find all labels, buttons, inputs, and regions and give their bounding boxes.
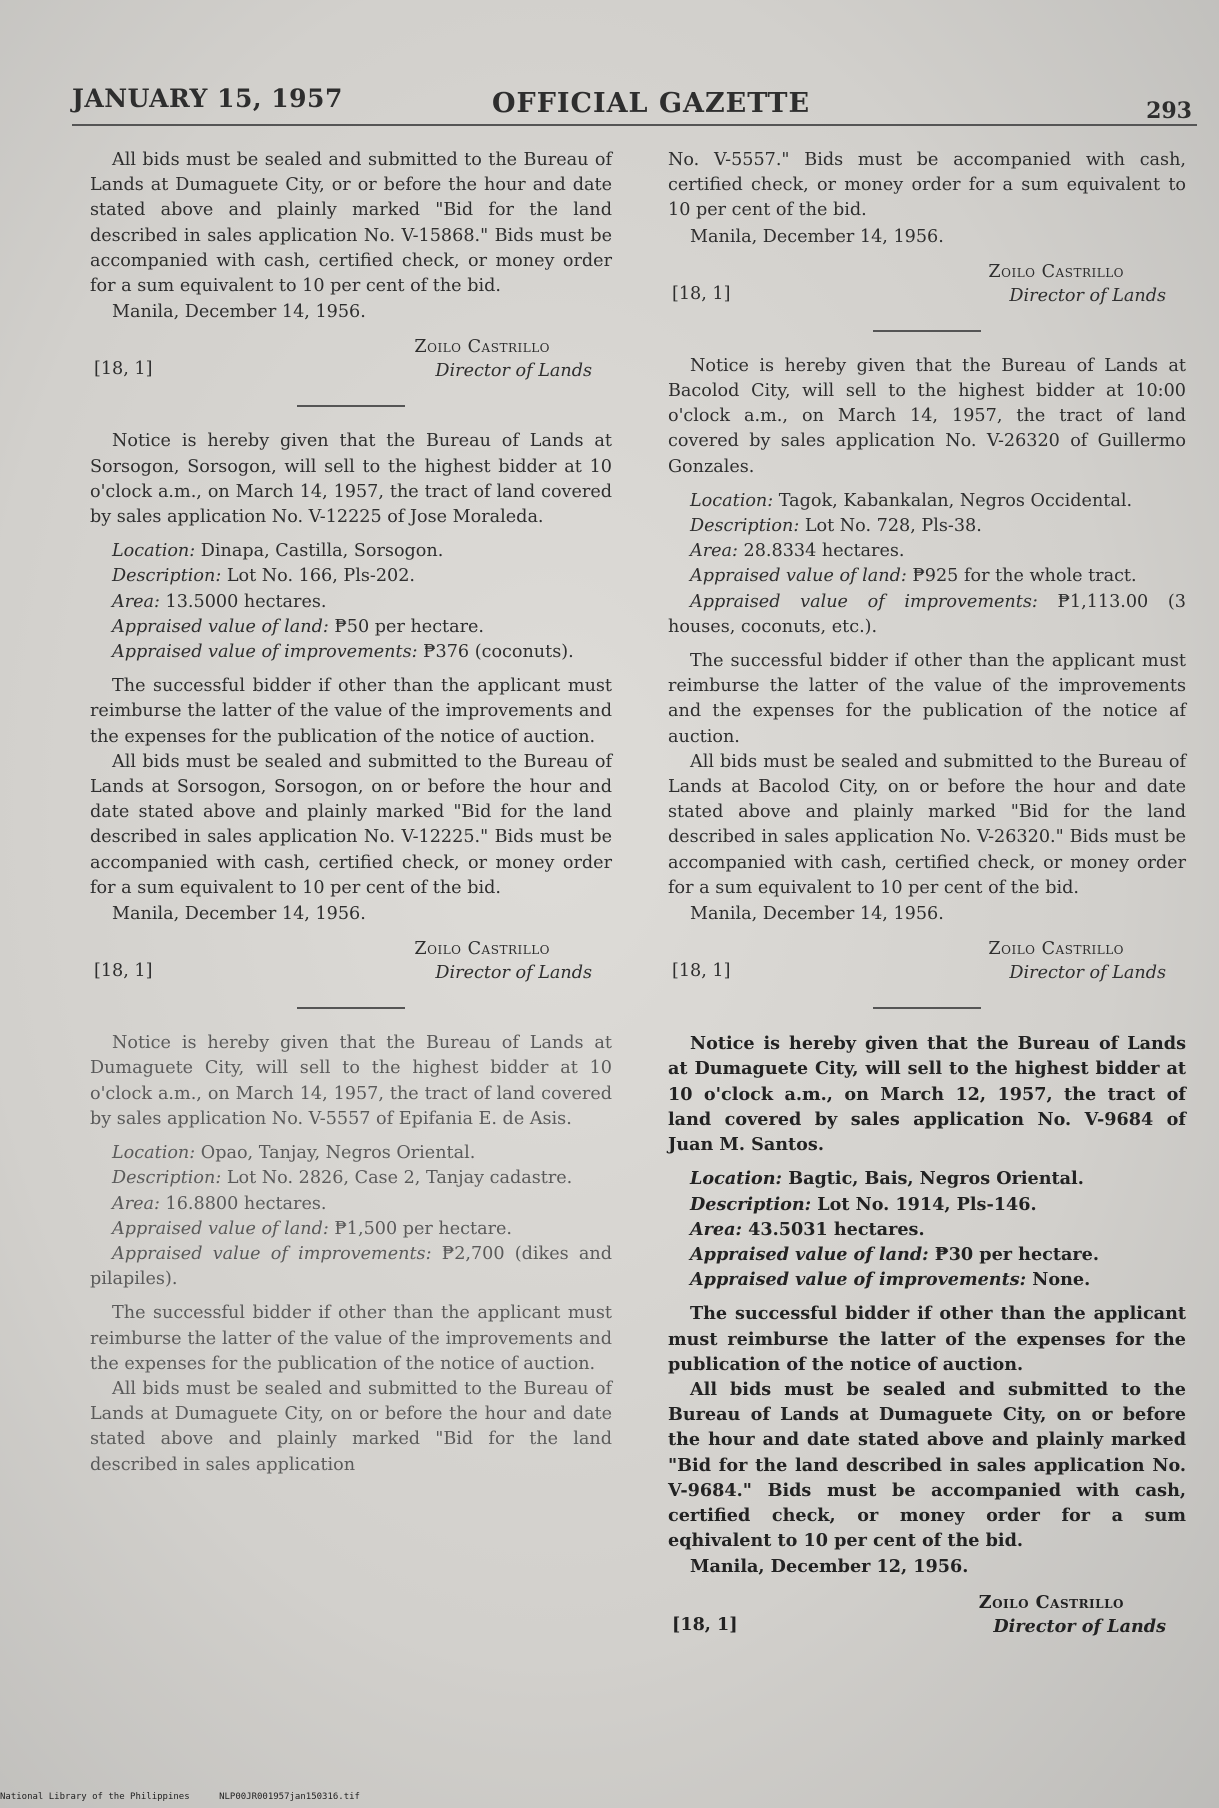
area-line — [90, 590, 612, 615]
description-label: Description: — [690, 516, 800, 537]
description-value: Lot No. 166, Pls-202. — [226, 566, 416, 587]
reimburse-clause: The successful bidder if other than the applicant must reimburse the latter of the value of the improvements and the expenses for the publication of the notice of auction. — [90, 1303, 612, 1374]
notice-intro: Notice is hereby given that the Bureau of Lands at Sorsogon, Sorsogon, will sell to the highest bidder at 10 o'clock a.m., on March 14, 1957, the tract of land covered by sales application No. V-12225 of Jose Moraleda. — [90, 431, 612, 528]
area-value: 13.5000 hectares. — [165, 591, 327, 612]
location-value: Tagok, Kabankalan, Negros Occidental. — [778, 490, 1133, 511]
improvements-value: None. — [1032, 1269, 1091, 1291]
land-value-label: Appraised value of land: — [690, 1243, 929, 1265]
description-label: Description: — [112, 566, 222, 587]
file-name: NLP00JR001957jan150316.tif — [219, 1792, 360, 1802]
signer-name: Zoilo Castrillo — [988, 939, 1124, 960]
land-value-line — [668, 564, 1186, 589]
signer-name: Zoilo Castrillo — [988, 261, 1124, 282]
improvements-line — [668, 1267, 1186, 1292]
improvements-line — [90, 640, 612, 665]
land-value-label: Appraised value of land: — [112, 1218, 329, 1239]
description-value: Lot No. 728, Pls-38. — [804, 516, 982, 537]
scan-footer — [0, 1792, 384, 1802]
right-column — [668, 148, 1186, 1642]
location-line — [90, 1141, 612, 1166]
page-header — [72, 78, 1192, 124]
signer-name: Zoilo Castrillo — [414, 939, 550, 960]
location-value: Opao, Tanjay, Negros Oriental. — [200, 1143, 476, 1164]
notice-intro: Notice is hereby given that the Bureau of Lands at Dumaguete City, will sell to the highest bidder at 10 o'clock a.m., on March 14, 1957, the tract of land covered by sales application No. V-5557 of Epifania E. de Asis. — [90, 1033, 612, 1129]
header-date: JANUARY 15, 1957 — [72, 84, 343, 113]
library-credit: National Library of the Philippines — [0, 1792, 190, 1802]
area-line — [668, 539, 1186, 564]
improvements-value: ₱1,113.00 (3 houses, coconuts, etc.). — [668, 591, 1186, 637]
signer-title: Director of Lands — [993, 1615, 1166, 1637]
signature-block — [668, 260, 1186, 312]
land-value: ₱925 for the whole tract. — [912, 566, 1137, 587]
signer-name: Zoilo Castrillo — [978, 1591, 1124, 1613]
location-value: Dinapa, Castilla, Sorsogon. — [200, 541, 444, 562]
dateline: Manila, December 14, 1956. — [690, 226, 944, 247]
notice-intro: Notice is hereby given that the Bureau of Lands at Bacolod City, will sell to the highest bidder at 10:00 o'clock a.m., on March 14, 1957, the tract of land covered by sales application No. V-26320 of Guillermo Gonzales. — [668, 355, 1186, 477]
area-value: 43.5031 hectares. — [748, 1218, 925, 1240]
land-value-label: Appraised value of land: — [112, 616, 329, 637]
reimburse-clause: The successful bidder if other than the applicant must reimburse the latter of the expenses for the publication of the notice of auction. — [668, 1303, 1186, 1375]
bid-instructions: All bids must be sealed and submitted to the Bureau of Lands at Dumaguete City, on or before the hour and date stated above and plainly marked "Bid for the land described in sales application No. V-9684." Bids must be accompanied with cash, certified check, or money order for a sum eqhivalent to 10 per cent of the bid. — [668, 1378, 1186, 1552]
reimburse-clause: The successful bidder if other than the applicant must reimburse the latter of the value of the improvements and the expenses for the publication of the notice af auction. — [668, 651, 1186, 747]
land-value: ₱1,500 per hectare. — [334, 1218, 513, 1239]
description-value: Lot No. 2826, Case 2, Tanjay cadastre. — [226, 1168, 573, 1189]
signer-title: Director of Lands — [435, 963, 592, 984]
location-label: Location: — [112, 541, 196, 562]
reference-number: [18, 1] — [672, 1613, 738, 1635]
dateline: Manila, December 14, 1956. — [112, 904, 366, 925]
signer-title: Director of Lands — [435, 361, 592, 382]
description-line — [668, 1192, 1186, 1217]
description-line — [90, 1166, 612, 1191]
bid-instructions: All bids must be sealed and submitted to the Bureau of Lands at Sorsogon, Sorsogon, on or before the hour and date stated above and plainly marked "Bid for the land described in sales application No. V-12225." Bids must be accompanied with cash, certified check, or money order for a sum equivalent to 10 per cent of the bid. — [90, 751, 612, 898]
land-value-line — [90, 1217, 612, 1242]
bid-instructions: All bids must be sealed and submitted to the Bureau of Lands at Dumaguete City, on or before the hour and date stated above and plainly marked "Bid for the land described in sales application — [90, 1378, 612, 1475]
improvements-label: Appraised value of improvements: — [112, 642, 418, 663]
signature-block — [668, 937, 1186, 989]
land-value: ₱30 per hectare. — [934, 1243, 1099, 1265]
improvements-label: Appraised value of improvements: — [690, 591, 1038, 612]
location-value: Bagtic, Bais, Negros Oriental. — [788, 1168, 1084, 1190]
signer-name: Zoilo Castrillo — [414, 337, 550, 358]
dateline: Manila, December 14, 1956. — [112, 302, 366, 323]
header-rule — [72, 124, 1197, 126]
description-label: Description: — [690, 1193, 812, 1215]
signature-block — [90, 937, 612, 989]
location-label: Location: — [690, 490, 774, 511]
improvements-value: ₱376 (coconuts). — [423, 642, 574, 663]
notice-separator — [297, 1007, 405, 1009]
header-page-number: 293 — [1146, 98, 1192, 124]
area-label: Area: — [112, 591, 160, 612]
area-value: 28.8334 hectares. — [743, 541, 905, 562]
land-value: ₱50 per hectare. — [334, 616, 485, 637]
area-value: 16.8800 hectares. — [165, 1193, 327, 1214]
bid-instructions: All bids must be sealed and submitted to the Bureau of Lands at Bacolod City, on or before the hour and date stated above and plainly marked "Bid for the land described in sales application No. V-26320." Bids must be accompanied with cash, certified check, or money order for a sum equivalent to 10 per cent of the bid. — [668, 751, 1186, 898]
notice-dumaguete-asis — [90, 1031, 612, 1477]
location-line — [668, 489, 1186, 514]
location-label: Location: — [690, 1168, 783, 1190]
area-label: Area: — [112, 1193, 160, 1214]
notice-bacolod — [668, 354, 1186, 989]
reference-number: [18, 1] — [672, 283, 731, 304]
dateline: Manila, December 12, 1956. — [690, 1556, 969, 1578]
signature-block — [668, 1590, 1186, 1642]
location-line — [668, 1166, 1186, 1191]
area-line — [668, 1217, 1186, 1242]
description-value: Lot No. 1914, Pls-146. — [817, 1193, 1037, 1215]
area-line — [90, 1192, 612, 1217]
location-line — [90, 539, 612, 564]
description-label: Description: — [112, 1168, 222, 1189]
improvements-label: Appraised value of improvements: — [690, 1269, 1027, 1291]
header-title: OFFICIAL GAZETTE — [492, 88, 811, 119]
improvements-value: ₱2,700 (dikes and pilapiles). — [90, 1243, 612, 1290]
land-value-line — [90, 615, 612, 640]
description-line — [90, 564, 612, 589]
improvements-label: Appraised value of improvements: — [112, 1243, 432, 1264]
signer-title: Director of Lands — [1009, 285, 1166, 306]
dateline: Manila, December 14, 1956. — [690, 904, 944, 925]
reference-number: [18, 1] — [672, 961, 731, 982]
bid-instructions-continued: No. V-5557." Bids must be accompanied with cash, certified check, or money order for a sum equivalent to 10 per cent of the bid. — [668, 150, 1186, 221]
notice-dumaguete-santos — [668, 1031, 1186, 1641]
bid-instructions: All bids must be sealed and submitted to the Bureau of Lands at Dumaguete City, or or before the hour and date stated above and plainly marked "Bid for the land described in sales application No. V-15868." Bids must be accompanied with cash, certified check, or money order for a sum equivalent to 10 per cent of the bid. — [90, 150, 612, 297]
reference-number: [18, 1] — [94, 359, 153, 380]
area-label: Area: — [690, 1218, 743, 1240]
area-label: Area: — [690, 541, 738, 562]
improvements-line — [668, 590, 1186, 640]
improvements-line — [90, 1242, 612, 1292]
land-value-label: Appraised value of land: — [690, 566, 907, 587]
location-label: Location: — [112, 1143, 196, 1164]
signer-title: Director of Lands — [1009, 963, 1166, 984]
reference-number: [18, 1] — [94, 961, 153, 982]
notice-separator — [873, 1007, 981, 1009]
notice-separator — [297, 405, 405, 407]
signature-block — [90, 335, 612, 387]
notice-sorsogon — [90, 429, 612, 989]
notice-intro: Notice is hereby given that the Bureau of Lands at Dumaguete City, will sell to the highest bidder at 10 o'clock a.m., on March 12, 1957, the tract of land covered by sales application No. V-9684 of Juan M. Santos. — [668, 1033, 1186, 1156]
description-line — [668, 514, 1186, 539]
left-column — [90, 148, 612, 1478]
land-value-line — [668, 1242, 1186, 1267]
reimburse-clause: The successful bidder if other than the applicant must reimburse the latter of the value of the improvements and the expenses for the publication of the notice of auction. — [90, 676, 612, 747]
notice-separator — [873, 330, 981, 332]
